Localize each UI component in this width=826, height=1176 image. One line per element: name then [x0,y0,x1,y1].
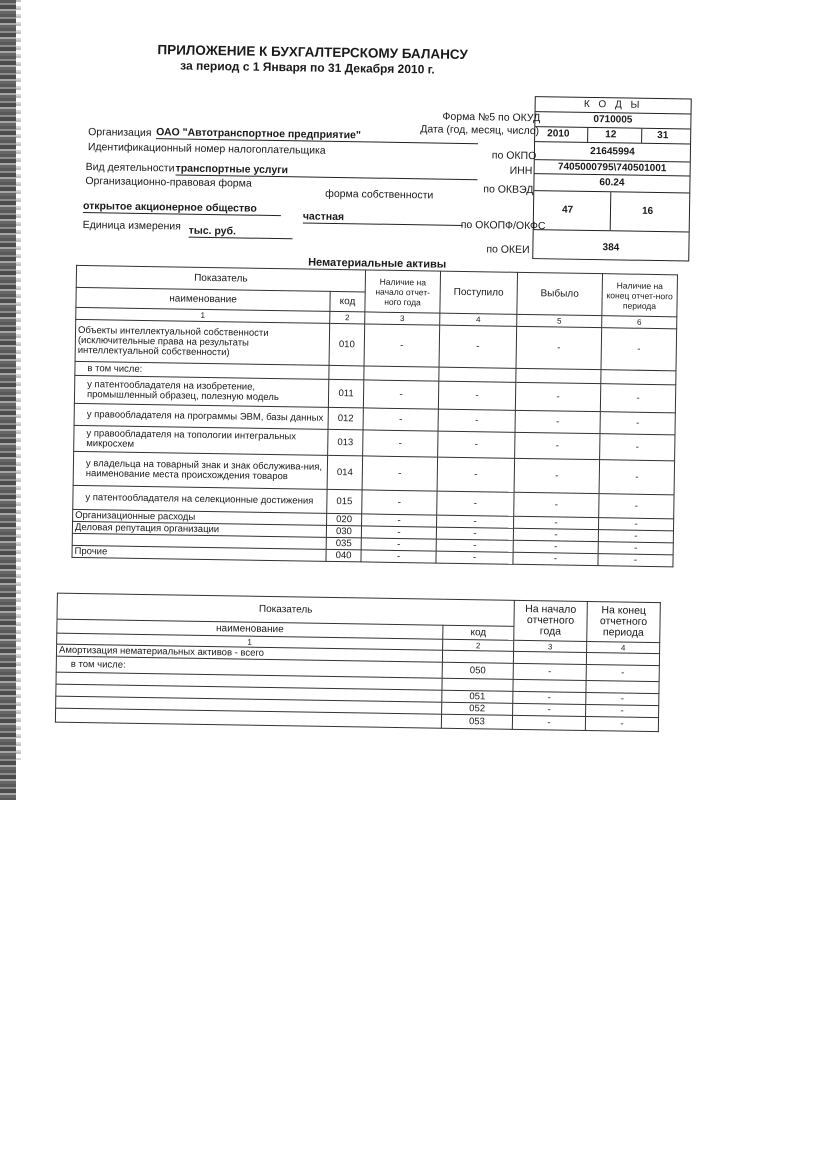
row-start: - [362,514,437,527]
row-disposed: - [515,410,600,433]
date-day: 31 [657,130,669,142]
row-end: - [598,518,673,531]
row-code [329,365,364,380]
t2-h-name: наименование [57,619,443,639]
row-end: - [600,412,675,435]
t2-h-start: На начало отчетного года [514,600,588,641]
row-end: - [598,554,673,567]
row-code: 053 [441,714,512,729]
row-name: у патентообладателя на изобретение, промышленный образец, полезную модель [74,375,328,407]
row-code: 030 [326,525,361,538]
ownership-value: частная [303,210,463,226]
row-code: 035 [326,537,361,550]
row-end: - [600,434,675,461]
unit-label: Единица измерения [82,218,181,233]
row-disposed: - [514,492,599,517]
okopf-label: по ОКОПФ/ОКФС [460,218,546,233]
t1-num-1: 1 [76,307,330,323]
t1-h-end: Наличие на конец отчет-ного периода [602,274,678,317]
t1-h-code: код [330,291,365,312]
activity-label: Вид деятельности [85,161,175,175]
row-name: у владельца на товарный знак и знак обслужива-ния, наименование места происхождения товаров [73,451,328,489]
org-label: Организация [88,126,152,140]
row-name: Амортизация нематериальных активов - всего [56,644,442,662]
amortization-table [55,593,661,732]
row-start [513,651,586,664]
okopf-values [534,190,690,231]
row-received: - [436,539,513,552]
row-end: - [586,692,659,705]
row-code: 051 [442,690,513,703]
row-start: - [512,715,585,730]
date-month: 12 [605,129,617,141]
page-title: ПРИЛОЖЕНИЕ К БУХГАЛТЕРСКОМУ БАЛАНСУ [157,42,468,63]
org-value: ОАО "Автотранспортное предприятие" [156,126,478,144]
row-received: - [438,381,515,410]
t1-num-6: 6 [602,316,677,329]
okfs-value: 16 [641,205,654,217]
inn-long-label: Идентификационный номер налогоплательщика [87,141,326,157]
table1-title: Нематериальные активы [308,256,447,271]
row-name: у патентообладателя на селекционные достижения [73,485,327,513]
row-disposed: - [514,458,600,493]
row-start: - [513,691,586,704]
t2-h-code: код [443,625,514,640]
okud-value: 0710005 [535,111,690,128]
t1-h-indicator: Показатель [76,265,365,292]
row-end: - [585,716,658,731]
row-end: - [598,530,673,543]
row-received: - [438,431,515,458]
inn-value: 7405000795\740501001 [535,159,690,175]
row-name: у правообладателя на топологии интегральных микросхем [74,425,328,455]
row-end: - [598,542,673,555]
okei-value: 384 [533,229,688,260]
row-code: 015 [327,489,362,514]
row-end: - [586,664,659,681]
t2-h-indicator: Показатель [57,593,514,626]
row-start: - [363,380,438,409]
row-name: в том числе: [56,656,442,678]
okved-value: 60.24 [534,173,689,192]
codes-heading: К О Д Ы [583,98,643,111]
row-start: - [513,703,586,716]
row-received: - [437,515,514,528]
row-disposed: - [513,528,598,541]
t1-num-5: 5 [517,314,602,327]
inn-label: ИНН [509,164,533,178]
row-code: 052 [442,702,513,715]
row-code: 014 [327,455,363,490]
okpo-value: 21645994 [535,141,690,161]
row-code: 013 [328,429,363,456]
row-code [442,650,513,663]
t2-body [55,644,659,731]
okopf-value: 47 [561,204,574,216]
t2-num-1: 1 [57,633,443,650]
okved-label: по ОКВЭД [483,183,534,197]
row-name: Прочие [72,545,326,561]
codes-box [532,96,692,261]
row-start: - [364,324,440,367]
okpo-label: по ОКПО [491,149,537,163]
t1-num-2: 2 [330,311,365,324]
row-received: - [436,551,513,564]
row-code: 020 [327,513,362,526]
legal-form-value: открытое акционерное общество [83,200,281,216]
legal-form-label: Организационно-правовая форма [85,175,252,190]
t1-h-disposed: Выбыло [517,272,603,315]
row-start [364,366,439,381]
row-code [442,678,513,691]
row-end: - [599,494,674,519]
activity-value: транспортные услуги [175,162,477,180]
row-name: Объекты интеллектуальной собственности (исключительные права на результаты интеллектуальной собственности) [75,319,330,365]
t1-h-received: Поступило [440,271,518,314]
row-end: - [599,460,675,495]
t2-num-3: 3 [514,640,587,652]
row-code: 010 [329,323,365,366]
intangible-assets-table [71,265,678,567]
row-start: - [363,430,438,457]
okud-label: Форма №5 по ОКУД [442,110,541,125]
row-name: Организационные расходы [73,509,327,525]
t1-h-start: Наличие на начало отчет-ного года [365,270,441,313]
row-code: 050 [442,662,513,679]
date-year: 2010 [547,128,570,140]
row-start: - [362,456,438,491]
row-start: - [363,408,438,431]
period-subtitle: за период с 1 Января по 31 Декабря 2010 г. [180,58,435,77]
row-received: - [437,457,515,492]
row-start: - [362,490,437,515]
t1-h-name: наименование [76,287,330,311]
okei-label: по ОКЕИ [486,243,530,257]
t2-num-4: 4 [587,641,660,653]
row-end: - [600,384,675,413]
row-disposed: - [515,432,600,459]
row-disposed: - [513,516,598,529]
row-code: 040 [326,549,361,562]
row-disposed: - [513,552,598,565]
row-disposed: - [516,326,602,369]
date-label: Дата (год, месяц, число) [420,123,540,138]
row-received: - [439,325,517,368]
row-disposed [516,368,601,383]
t2-h-end: На конец отчетного периода [587,601,661,642]
row-received: - [436,527,513,540]
row-received: - [437,491,514,516]
row-received [439,367,516,382]
row-disposed: - [515,382,600,411]
row-name: Деловая репутация организации [72,521,326,537]
row-end: - [601,328,677,371]
row-end [601,370,676,385]
t1-num-3: 3 [365,312,440,325]
row-end [586,652,659,665]
row-code: 011 [328,379,363,408]
row-disposed: - [513,540,598,553]
row-name: в том числе: [75,361,329,379]
t2-num-2: 2 [443,639,514,651]
row-name: у правообладателя на программы ЭВМ, базы данных [74,403,328,429]
row-end: - [586,704,659,717]
row-code: 012 [328,407,363,430]
row-start: - [361,526,436,539]
row-end [586,680,659,693]
unit-value: тыс. руб. [189,225,293,240]
row-start: - [361,538,436,551]
row-start: - [513,663,586,680]
t1-body [72,319,677,566]
ownership-label: форма собственности [325,187,434,202]
row-received: - [438,409,515,432]
t1-num-4: 4 [440,313,517,326]
row-start: - [361,550,436,563]
